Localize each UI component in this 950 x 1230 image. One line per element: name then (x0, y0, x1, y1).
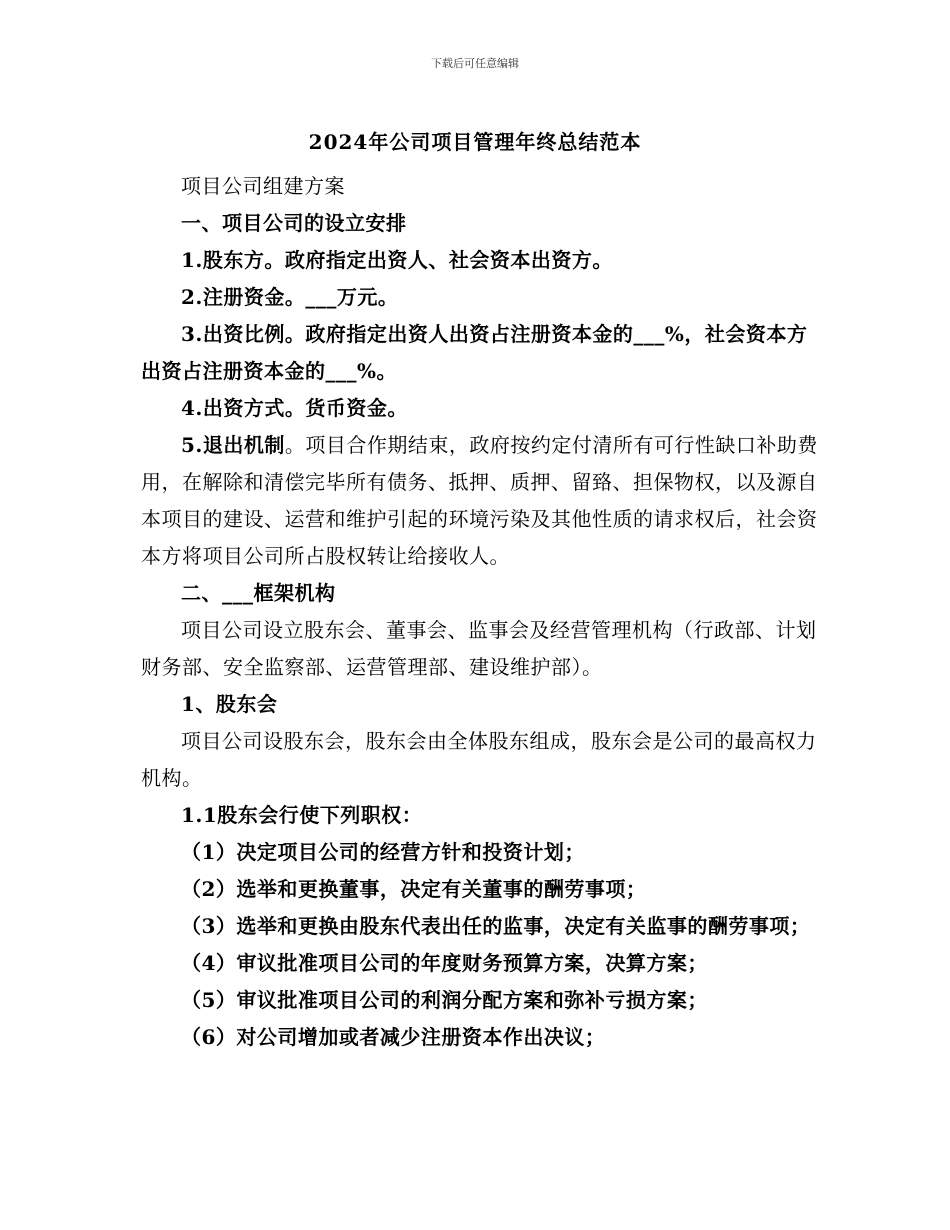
heading-1: 一、项目公司的设立安排 (181, 211, 407, 235)
power-item-6: （6）对公司增加或者减少注册资本作出决议； (181, 1025, 606, 1049)
exit-mechanism-text: 。项目合作期结束，政府按约定付清所有可行性缺口补助费用，在解除和清偿完毕所有债务、抵押、质押、留臵、担保物权，以及源自本项目的建设、运营和维护引起的环境污染及其他性质的请求权后，社会资本方将项目公司所占股权转让给接收人。 (141, 433, 818, 568)
powers-heading: 1.1股东会行使下列职权： (181, 803, 423, 827)
item-capital-method: 4.出资方式。货币资金。 (181, 396, 408, 420)
heading-shareholders-meeting: 1、股东会 (181, 692, 278, 716)
item-registered-capital: 2.注册资金。___万元。 (181, 285, 399, 309)
framework-description: 项目公司设立股东会、董事会、监事会及经营管理机构（行政部、计划财务部、安全监察部、运营管理部、建设维护部）。 (141, 618, 817, 679)
section-intro: 项目公司组建方案 (181, 174, 345, 198)
document-body (141, 168, 819, 1056)
heading-2: 二、___框架机构 (181, 581, 336, 605)
document-title: 2024年公司项目管理年终总结范本 (308, 130, 642, 154)
power-item-3: （3）选举和更换由股东代表出任的监事，决定有关监事的酬劳事项； (181, 914, 811, 938)
item-shareholders: 1.股东方。政府指定出资人、社会资本出资方。 (181, 248, 613, 272)
exit-mechanism-lead: 5.退出机制 (181, 433, 285, 457)
page-header-note: 下载后可任意编辑 (431, 57, 519, 70)
item-exit-mechanism (141, 427, 819, 575)
shareholders-meeting-description: 项目公司设股东会，股东会由全体股东组成，股东会是公司的最高权力机构。 (141, 729, 817, 790)
power-item-1: （1）决定项目公司的经营方针和投资计划； (181, 840, 585, 864)
power-item-4: （4）审议批准项目公司的年度财务预算方案，决算方案； (181, 951, 708, 975)
power-item-2: （2）选举和更换董事，决定有关董事的酬劳事项； (181, 877, 647, 901)
item-capital-ratio: 3.出资比例。政府指定出资人出资占注册资本金的___%，社会资本方出资占注册资本金的___%。 (141, 322, 808, 383)
power-item-5: （5）审议批准项目公司的利润分配方案和弥补亏损方案； (181, 988, 708, 1012)
